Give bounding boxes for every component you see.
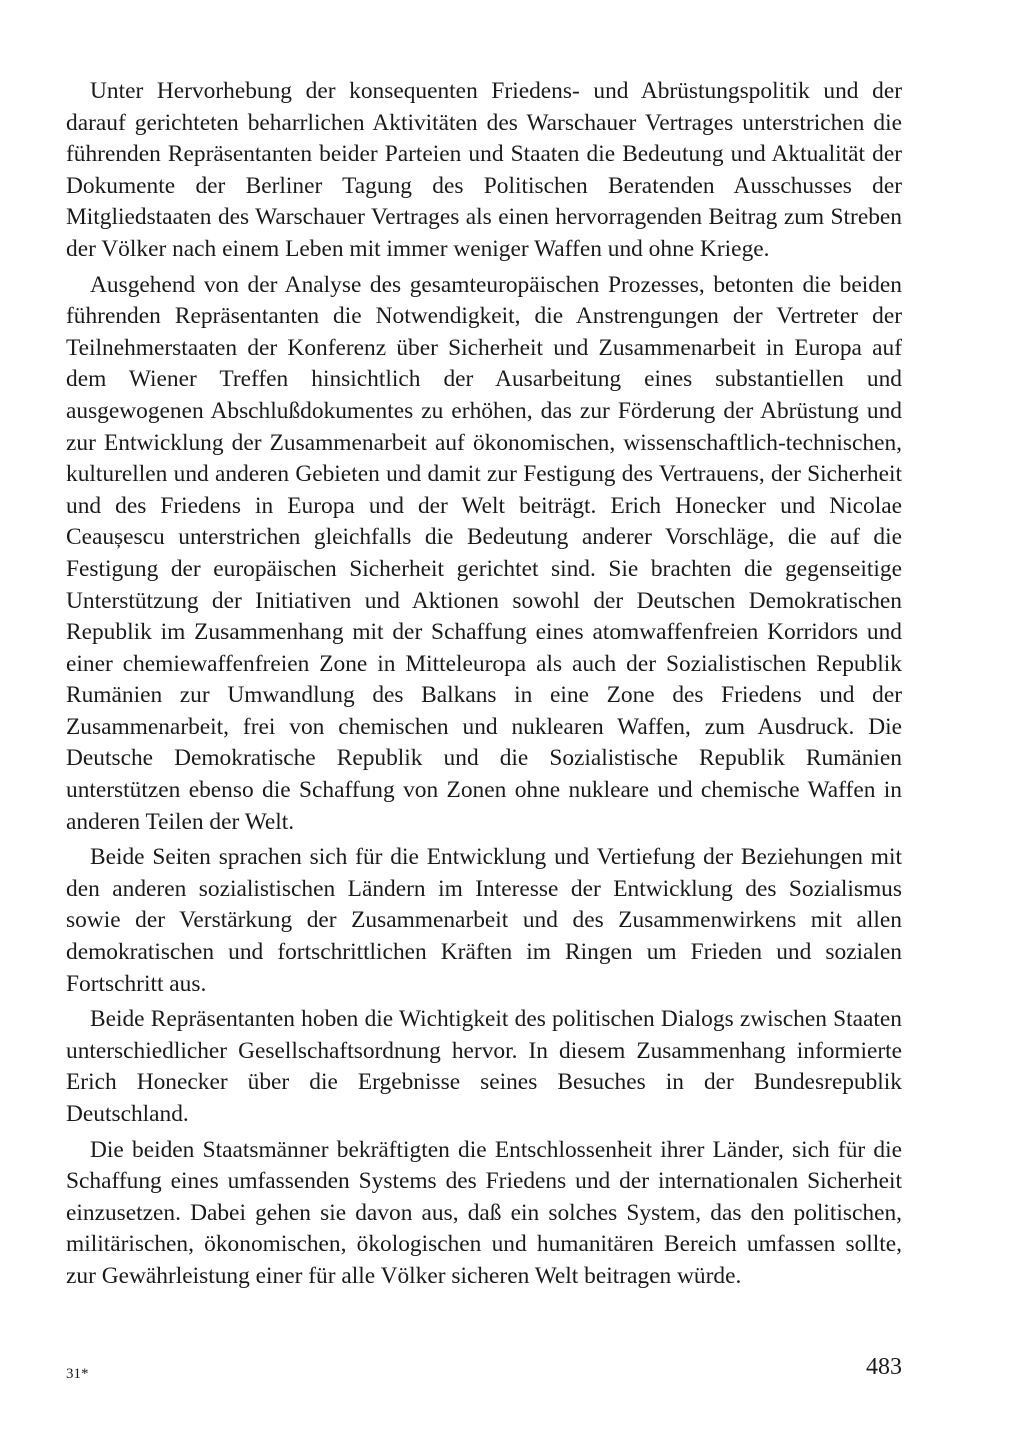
page-number: 483 [866,1354,902,1380]
paragraph-4: Beide Repräsentanten hoben die Wichtigkeit des politischen Dialogs zwischen Staaten unterschiedlicher Gesellschaftsordnung hervor. In diesem Zusammenhang informierte Erich Honecker über die Ergebnisse seines Besuches in der Bundesrepublik Deutschland. [66,1006,902,1127]
paragraph-3: Beide Seiten sprachen sich für die Entwicklung und Vertiefung der Beziehungen mit den anderen sozialistischen Ländern im Interesse der Entwicklung des Sozialismus sowie der Verstärkung der Zusammenarbeit und des Zusammenwirkens mit allen demokratischen und fortschrittlichen Kräften im Ringen um Frieden und sozialen Fortschritt aus. [66,844,902,997]
paragraph-2: Ausgehend von der Analyse des gesamteuropäischen Prozesses, betonten die beiden führenden Repräsentanten die Notwendigkeit, die Anstrengungen der Vertreter der Teilnehmerstaaten der Konferenz über Sicherheit und Zusammenarbeit in Europa auf dem Wiener Treffen hinsichtlich der Ausarbeitung eines substantiellen und ausgewogenen Abschlußdokumentes zu erhöhen, das zur Förderung der Abrüstung und zur Entwicklung der Zusammenarbeit auf ökonomischen, wissenschaftlich-technischen, kulturellen und anderen Gebieten und damit zur Festigung des Vertrauens, der Sicherheit und des Friedens in Europa und der Welt beiträgt. Erich Honecker und Nicolae Ceaușescu unterstrichen gleichfalls die Bedeutung anderer Vorschläge, die auf die Festigung der europäischen Sicherheit gerichtet sind. Sie brachten die gegenseitige Unterstützung der Initiativen und Aktionen sowohl der Deutschen Demokratischen Republik im Zusammenhang mit der Schaffung eines atomwaffenfreien Korridors und einer chemiewaffenfreien Zone in Mitteleuropa als auch der Sozialistischen Republik Rumänien zur Umwandlung des Balkans in eine Zone des Friedens und der Zusammenarbeit, frei von chemischen und nuklearen Waffen, zum Ausdruck. Die Deutsche Demokratische Republik und die Sozialistische Republik Rumänien unterstützen ebenso die Schaffung von Zonen ohne nukleare und chemische Waffen in anderen Teilen der Welt. [66,271,902,835]
page-body [66,76,902,1297]
paragraph-5: Die beiden Staatsmänner bekräftigten die Entschlossenheit ihrer Länder, sich für die Schaffung eines umfassenden Systems des Friedens und der internationalen Sicherheit einzusetzen. Dabei gehen sie davon aus, daß ein solches System, das den politischen, militärischen, ökonomischen, ökologischen und humanitären Bereich umfassen sollte, zur Gewährleistung einer für alle Völker sicheren Welt beitragen würde. [66,1136,902,1289]
page-footer [66,1354,902,1394]
paragraph-1: Unter Hervorhebung der konsequenten Friedens- und Abrüstungspolitik und der darauf gerichteten beharrlichen Aktivitäten des Warschauer Vertrages unterstrichen die führenden Repräsentanten beider Parteien und Staaten die Bedeutung und Aktualität der Dokumente der Berliner Tagung des Politischen Beratenden Ausschusses der Mitgliedstaaten des Warschauer Vertrages als einen hervorragenden Beitrag zum Streben der Völker nach einem Leben mit immer weniger Waffen und ohne Kriege. [66,78,902,262]
sheet-signature: 31* [66,1366,89,1382]
